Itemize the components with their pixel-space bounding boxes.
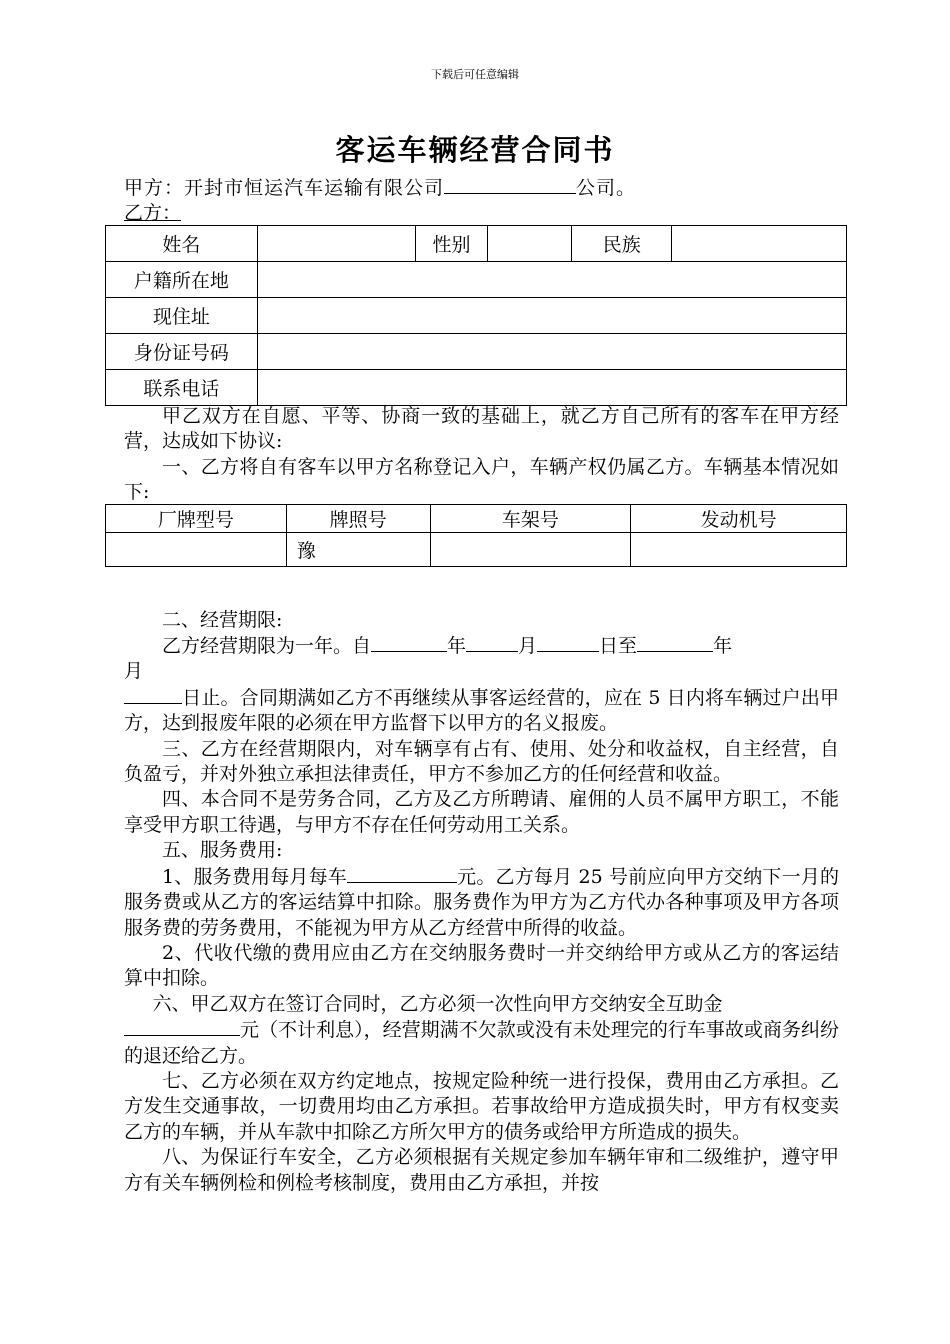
id-number-label: 身份证号码 <box>106 334 258 370</box>
frame-cell <box>430 533 631 567</box>
year2-text: 年 <box>713 635 733 658</box>
paragraph-term-end <box>124 685 839 737</box>
party-a-line <box>124 175 636 200</box>
deposit-blank <box>124 1017 240 1036</box>
paragraph-clause-6 <box>124 992 839 1069</box>
paragraph-clause-5-heading: 五、服务费用: <box>162 839 283 862</box>
document-title: 客运车辆经营合同书 <box>335 133 615 167</box>
paragraph-clause-7: 七、乙方必须在双方约定地点，按规定险种统一进行投保，费用由乙方承担。乙方发生交通事故，一切费用均由乙方承担。若事故给甲方造成损失时，甲方有权变卖乙方的车辆，并从车款中扣除乙方所欠甲方的债务或给甲方所造成的损失。 <box>124 1069 839 1143</box>
phone-label: 联系电话 <box>106 370 258 406</box>
vehicle-info-table <box>105 504 847 567</box>
day-to-text: 日至 <box>599 635 638 658</box>
deposit-text-rest: 元（不计利息），经营期满不欠款或没有未处理完的行车事故或商务纠纷的退还给乙方。 <box>124 1019 839 1067</box>
brand-model-cell <box>106 533 287 567</box>
month-text: 月 <box>518 635 538 658</box>
address-label: 现住址 <box>106 298 258 334</box>
household-cell <box>257 262 846 298</box>
paragraph-collection: 2、代收代缴的费用应由乙方在交纳服务费时一并交纳给甲方或从乙方的客运结算中扣除。 <box>124 941 839 990</box>
table-row <box>106 505 847 533</box>
party-b-line <box>124 201 197 225</box>
address-cell <box>257 298 846 334</box>
plate-cell: 豫 <box>286 533 430 567</box>
party-b-info-table <box>105 225 847 406</box>
party-b-label: 乙方： <box>124 202 182 224</box>
phone-cell <box>257 370 846 406</box>
name-cell <box>257 226 415 262</box>
start-year-blank <box>371 633 447 652</box>
paragraph-clause-1: 一、乙方将自有客车以甲方名称登记入户，车辆产权仍属乙方。车辆基本情况如下: <box>124 455 839 504</box>
end-day-blank <box>124 685 182 704</box>
party-a-blank <box>444 175 576 194</box>
service-fee-text-rest: 元。乙方每月 25 号前应向甲方交纳下一月的服务费或从乙方的客运结算中扣除。服务费作为甲方为乙方代办各种事项及甲方各项服务费的劳务费用，不能视为甲方从乙方经营中所得的收益。 <box>124 865 840 939</box>
engine-header: 发动机号 <box>631 505 847 533</box>
brand-model-header: 厂牌型号 <box>106 505 287 533</box>
table-row <box>106 334 847 370</box>
frame-header: 车架号 <box>430 505 631 533</box>
start-month-blank <box>466 633 518 652</box>
household-label: 户籍所在地 <box>106 262 258 298</box>
table-row <box>106 262 847 298</box>
paragraph-service-fee <box>124 864 839 941</box>
deposit-text: 六、甲乙双方在签订合同时，乙方必须一次性向甲方交纳安全互助金 <box>152 992 723 1015</box>
id-number-cell <box>257 334 846 370</box>
gender-label: 性别 <box>415 226 488 262</box>
table-row <box>106 226 847 262</box>
table-row <box>106 533 847 567</box>
ethnicity-label: 民族 <box>572 226 672 262</box>
paragraph-preamble: 甲乙双方在自愿、平等、协商一致的基础上，就乙方自己所有的客车在甲方经营，达成如下协议: <box>124 405 839 453</box>
ethnicity-cell <box>672 226 847 262</box>
paragraph-term <box>124 633 839 685</box>
service-fee-blank <box>347 864 457 883</box>
start-day-blank <box>537 633 599 652</box>
plate-header: 牌照号 <box>286 505 430 533</box>
paragraph-clause-2-heading: 二、经营期限: <box>162 608 283 631</box>
paragraph-clause-3: 三、乙方在经营期限内，对车辆享有占有、使用、处分和收益权，自主经营，自负盈亏，并对外独立承担法律责任，甲方不参加乙方的任何经营和收益。 <box>124 737 839 786</box>
table-row <box>106 370 847 406</box>
paragraph-clause-4: 四、本合同不是劳务合同，乙方及乙方所聘请、雇佣的人员不属甲方职工，不能享受甲方职工待遇，与甲方不存在任何劳动用工关系。 <box>124 788 839 836</box>
year-text: 年 <box>447 635 467 658</box>
header-note: 下载后可任意编辑 <box>431 68 519 81</box>
term-end-text: 日止。合同期满如乙方不再继续从事客运经营的，应在 5 日内将车辆过户出甲方，达到报废年限的必须在甲方监督下以甲方的名义报废。 <box>124 686 839 735</box>
month2-text: 月 <box>124 660 144 683</box>
term-text: 乙方经营期限为一年。自 <box>162 635 372 658</box>
table-row <box>106 298 847 334</box>
gender-cell <box>488 226 572 262</box>
engine-cell <box>631 533 847 567</box>
service-fee-text: 1、服务费用每月每车 <box>162 865 347 888</box>
name-label: 姓名 <box>106 226 258 262</box>
end-year-blank <box>637 633 713 652</box>
party-a-label: 甲方：开封市恒运汽车运输有限公司 <box>124 177 445 199</box>
party-a-suffix: 公司。 <box>576 177 637 199</box>
paragraph-clause-8: 八、为保证行车安全，乙方必须根据有关规定参加车辆年审和二级维护，遵守甲方有关车辆例检和例检考核制度，费用由乙方承担，并按 <box>124 1146 839 1194</box>
